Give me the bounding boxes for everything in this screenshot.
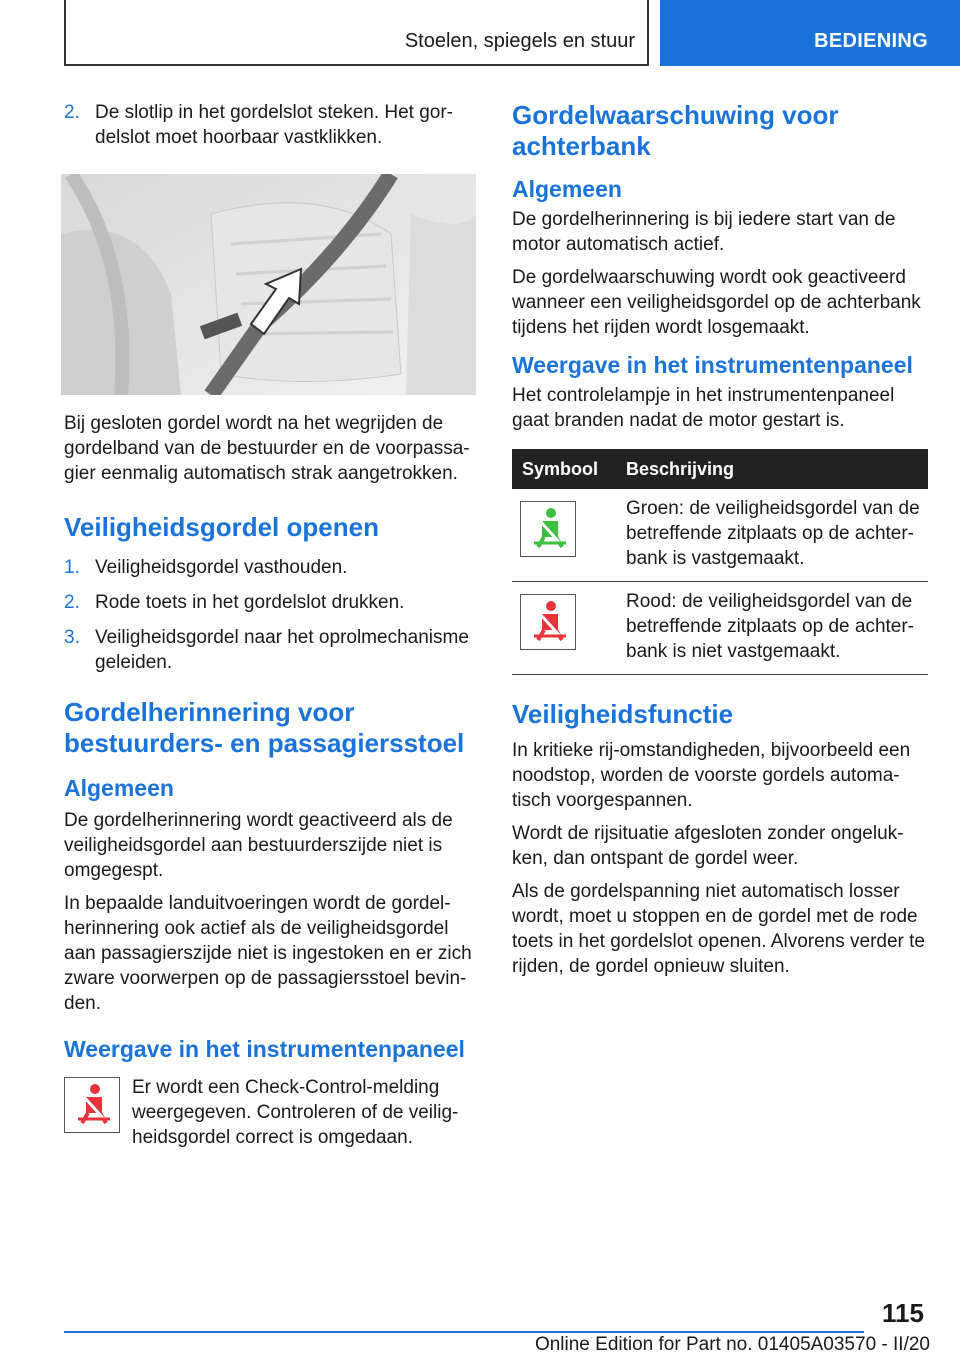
- column-header-symbol: Symbool: [512, 449, 618, 489]
- list-item: [64, 100, 476, 150]
- check-control-text: Er wordt een Check-Control-melding weergegeven. Controleren of de veilig-heidsgordel correct is omgedaan.: [132, 1077, 459, 1148]
- step-text: Veiligheidsgordel vasthouden.: [95, 557, 348, 578]
- symbol-cell: [512, 489, 618, 582]
- section-title: BEDIENING: [814, 30, 928, 52]
- left-column: [64, 100, 476, 1150]
- general-paragraph-1: De gordelherinnering is bij iedere start van de motor automatisch actief.: [512, 209, 896, 255]
- safety-heading: Veiligheidsfunctie: [512, 699, 734, 729]
- open-steps-list: [64, 555, 476, 675]
- header-chapter-box: [64, 0, 649, 66]
- safety-paragraph-2: Wordt de rijsituatie afgesloten zonder ongeluk-ken, dan ontspant de gordel weer.: [512, 823, 904, 869]
- column-header-description: Beschrijving: [618, 449, 928, 489]
- header-section-tab: [660, 0, 960, 66]
- seatbelt-buckle-photo: [61, 174, 476, 395]
- check-control-note: [64, 1075, 476, 1150]
- table-row: [512, 582, 928, 675]
- step-text: Veiligheidsgordel naar het oprolmechanisme geleiden.: [95, 627, 469, 673]
- photo-paragraph: Bij gesloten gordel wordt na het wegrijden de gordelband van de bestuurder en de voorpassa-gier eenmalig automatisch strak aangetrokken.: [64, 413, 470, 484]
- green-seatbelt-icon: [520, 501, 576, 557]
- list-item: [64, 555, 476, 580]
- general-heading: Algemeen: [64, 775, 174, 801]
- step-number: 3.: [64, 627, 80, 648]
- display-heading: Weergave in het instrumentenpaneel: [64, 1036, 465, 1062]
- footer-divider: [64, 1331, 864, 1333]
- rear-heading: Gordelwaarschuwing voor achterbank: [512, 100, 839, 161]
- reminder-heading: Gordelherinnering voor bestuurders- en passagiersstoel: [64, 697, 465, 758]
- red-seatbelt-icon: [520, 594, 576, 650]
- display-heading: Weergave in het instrumentenpaneel: [512, 352, 913, 378]
- step-text: Rode toets in het gordelslot drukken.: [95, 592, 405, 613]
- open-heading: Veiligheidsgordel openen: [64, 512, 379, 542]
- symbol-table: [512, 449, 928, 675]
- step-number: 2.: [64, 102, 80, 123]
- description-cell: Groen: de veiligheidsgordel van de betreffende zitplaats op de achter-bank is vastgemaakt.: [618, 489, 928, 582]
- step-number: 2.: [64, 592, 80, 613]
- display-paragraph: Het controlelampje in het instrumentenpaneel gaat branden nadat de motor gestart is.: [512, 385, 895, 431]
- list-item: [64, 625, 476, 675]
- safety-paragraph-1: In kritieke rij-omstandigheden, bijvoorbeeld een noodstop, worden de voorste gordels automa-tisch voorgespannen.: [512, 740, 911, 811]
- general-paragraph-2: De gordelwaarschuwing wordt ook geactiveerd wanneer een veiligheidsgordel op de achterbank tijdens het rijden wordt losgemaakt.: [512, 267, 921, 338]
- right-column: [512, 100, 928, 987]
- red-seatbelt-warning-icon: [64, 1077, 120, 1133]
- page-number: 115: [882, 1298, 924, 1328]
- step-text: De slotlip in het gordelslot steken. Het gor-delslot moet hoorbaar vastklikken.: [95, 102, 454, 148]
- list-item: [64, 590, 476, 615]
- edition-footer: Online Edition for Part no. 01405A03570 - II/20: [534, 1334, 930, 1355]
- general-heading: Algemeen: [512, 176, 622, 202]
- table-header-row: [512, 449, 928, 489]
- general-paragraph-1: De gordelherinnering wordt geactiveerd als de veiligheidsgordel aan bestuurderszijde niet is omgegespt.: [64, 810, 453, 881]
- step-number: 1.: [64, 557, 80, 578]
- table-row: [512, 489, 928, 582]
- description-cell: Rood: de veiligheidsgordel van de betreffende zitplaats op de achter-bank is niet vastgemaakt.: [618, 582, 928, 675]
- safety-paragraph-3: Als de gordelspanning niet automatisch losser wordt, moet u stoppen en de gordel met de rode toets in het gordelslot openen. Alvorens verder te rijden, de gordel opnieuw sluiten.: [512, 881, 925, 977]
- symbol-cell: [512, 582, 618, 675]
- general-paragraph-2: In bepaalde landuitvoeringen wordt de gordel-herinnering ook actief als de veiligheidsgordel aan passagierszijde niet is ingestoken en er zich zware voorwerpen op de passagiersstoel bevin-den.: [64, 893, 472, 1014]
- chapter-title: Stoelen, spiegels en stuur: [404, 30, 635, 52]
